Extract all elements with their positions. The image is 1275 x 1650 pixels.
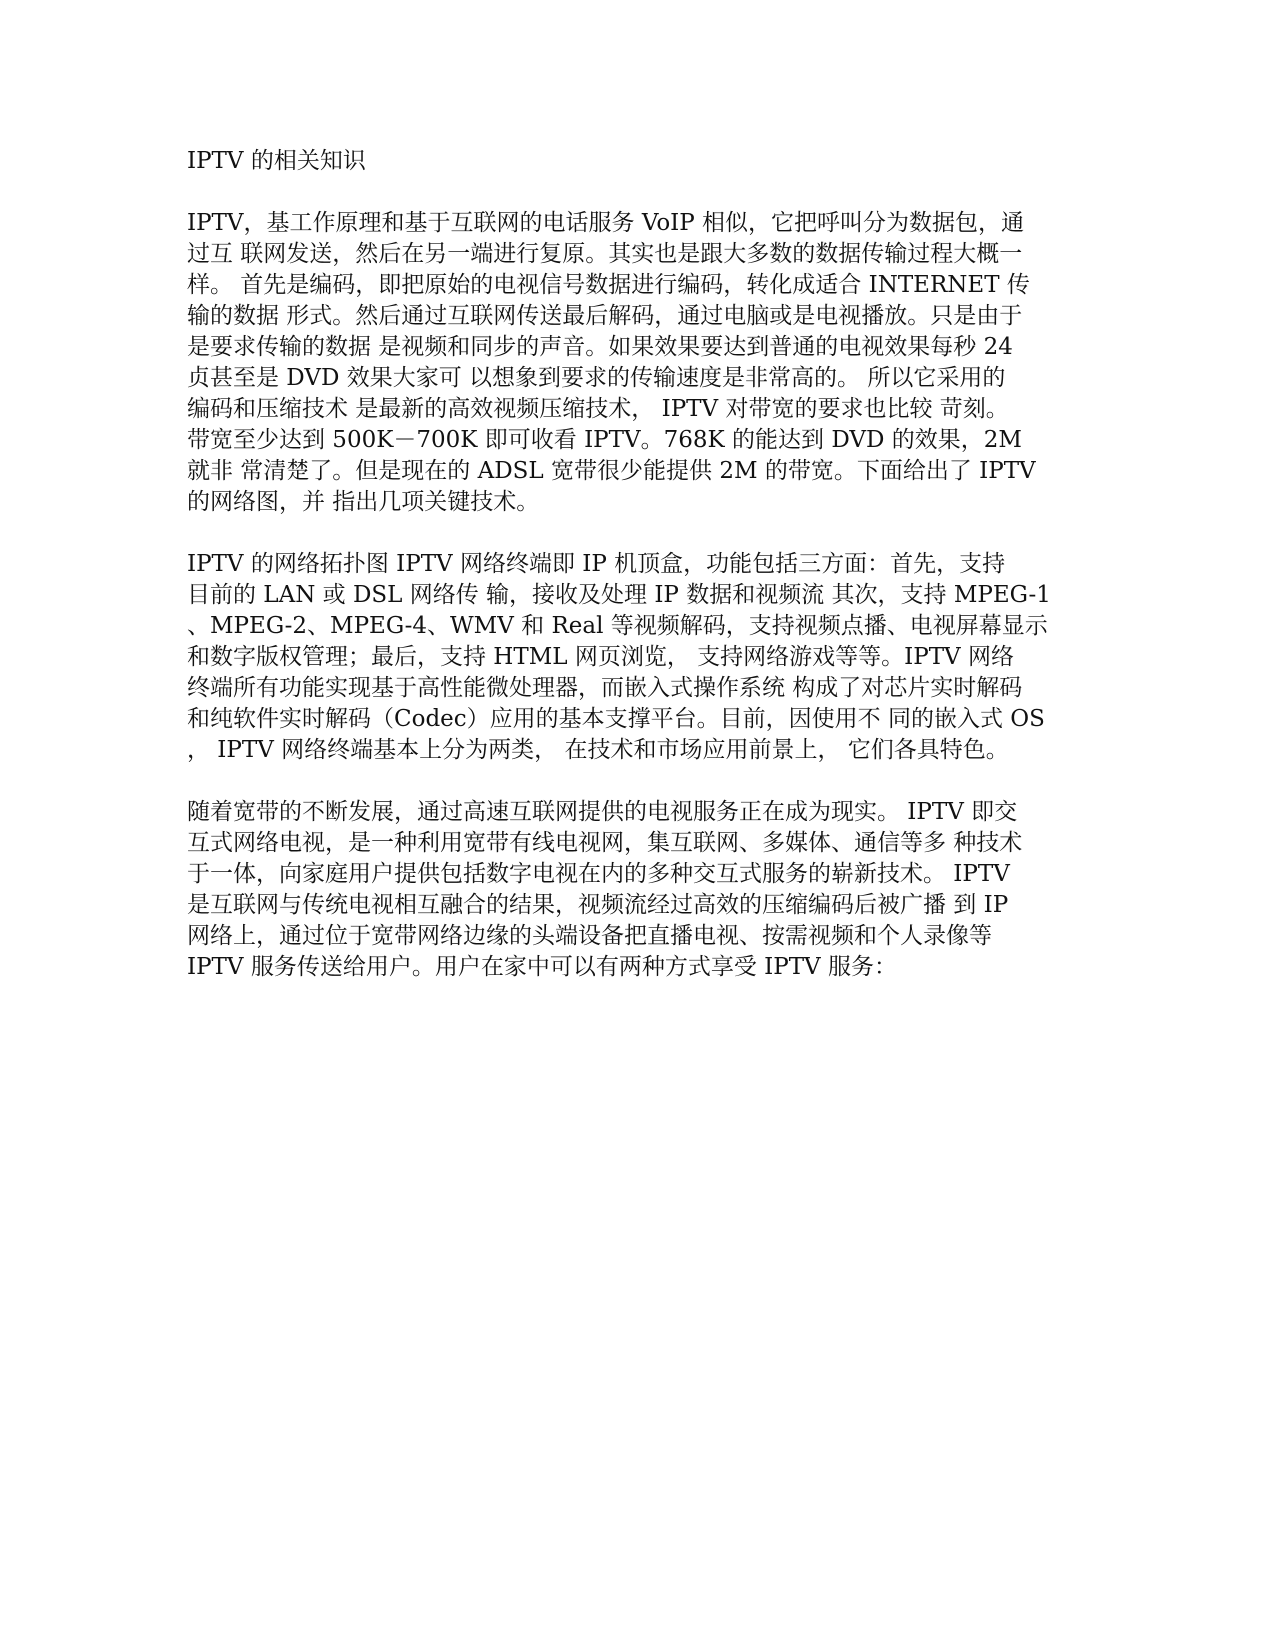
text-line: 带宽至少达到 500K－700K 即可收看 IPTV。768K 的能达到 DVD 的效果，2M bbox=[187, 427, 1022, 453]
text-line: 编码和压缩技术 是最新的高效视频压缩技术， IPTV 对带宽的要求也比较 苛刻。 bbox=[187, 396, 1009, 422]
text-line: IPTV 的网络拓扑图 IPTV 网络终端即 IP 机顶盒，功能包括三方面：首先，支持 bbox=[187, 551, 1006, 577]
text-line: 贞甚至是 DVD 效果大家可 以想象到要求的传输速度是非常高的。 所以它采用的 bbox=[187, 365, 1006, 391]
text-line: 过互 联网发送，然后在另一端进行复原。其实也是跟大多数的数据传输过程大概一 bbox=[187, 241, 1023, 267]
text-line: 的网络图，并 指出几项关键技术。 bbox=[187, 489, 540, 515]
text-line: 随着宽带的不断发展，通过高速互联网提供的电视服务正在成为现实。 IPTV 即交 bbox=[187, 799, 1018, 825]
text-line: 互式网络电视，是一种利用宽带有线电视网，集互联网、多媒体、通信等多 种技术 bbox=[187, 830, 1023, 856]
paragraph-broadband bbox=[187, 797, 1137, 983]
paragraph-overview bbox=[187, 208, 1137, 518]
text-line: 、MPEG-2、MPEG-4、WMV 和 Real 等视频解码，支持视频点播、电视屏幕显示 bbox=[187, 613, 1048, 639]
text-line: 目前的 LAN 或 DSL 网络传 输，接收及处理 IP 数据和视频流 其次，支持 MPEG-1 bbox=[187, 582, 1051, 608]
text-line: 是要求传输的数据 是视频和同步的声音。如果效果要达到普通的电视效果每秒 24 bbox=[187, 334, 1013, 360]
text-line: 就非 常清楚了。但是现在的 ADSL 宽带很少能提供 2M 的带宽。下面给出了 IPTV bbox=[187, 458, 1036, 484]
text-line: 和纯软件实时解码（Codec）应用的基本支撑平台。目前，因使用不 同的嵌入式 OS bbox=[187, 706, 1045, 732]
text-line: 网络上，通过位于宽带网络边缘的头端设备把直播电视、按需视频和个人录像等 bbox=[187, 923, 992, 949]
text-line: ， IPTV 网络终端基本上分为两类， 在技术和市场应用前景上， 它们各具特色。 bbox=[187, 737, 1009, 763]
text-line: 和数字版权管理；最后，支持 HTML 网页浏览， 支持网络游戏等等。IPTV 网络 bbox=[187, 644, 1014, 670]
text-line: IPTV 服务传送给用户。用户在家中可以有两种方式享受 IPTV 服务： bbox=[187, 954, 897, 980]
document-body bbox=[187, 146, 1137, 1014]
text-line: 终端所有功能实现基于高性能微处理器，而嵌入式操作系统 构成了对芯片实时解码 bbox=[187, 675, 1023, 701]
text-line: 样。 首先是编码，即把原始的电视信号数据进行编码，转化成适合 INTERNET 传 bbox=[187, 272, 1030, 298]
text-line: 是互联网与传统电视相互融合的结果，视频流经过高效的压缩编码后被广播 到 IP bbox=[187, 892, 1009, 918]
paragraph-network-terminal bbox=[187, 549, 1137, 766]
text-line: 于一体，向家庭用户提供包括数字电视在内的多种交互式服务的崭新技术。 IPTV bbox=[187, 861, 1010, 887]
text-line: IPTV，基工作原理和基于互联网的电话服务 VoIP 相似，它把呼叫分为数据包，通 bbox=[187, 210, 1025, 236]
document-title: IPTV 的相关知识 bbox=[187, 148, 366, 174]
text-line: 输的数据 形式。然后通过互联网传送最后解码，通过电脑或是电视播放。只是由于 bbox=[187, 303, 1023, 329]
